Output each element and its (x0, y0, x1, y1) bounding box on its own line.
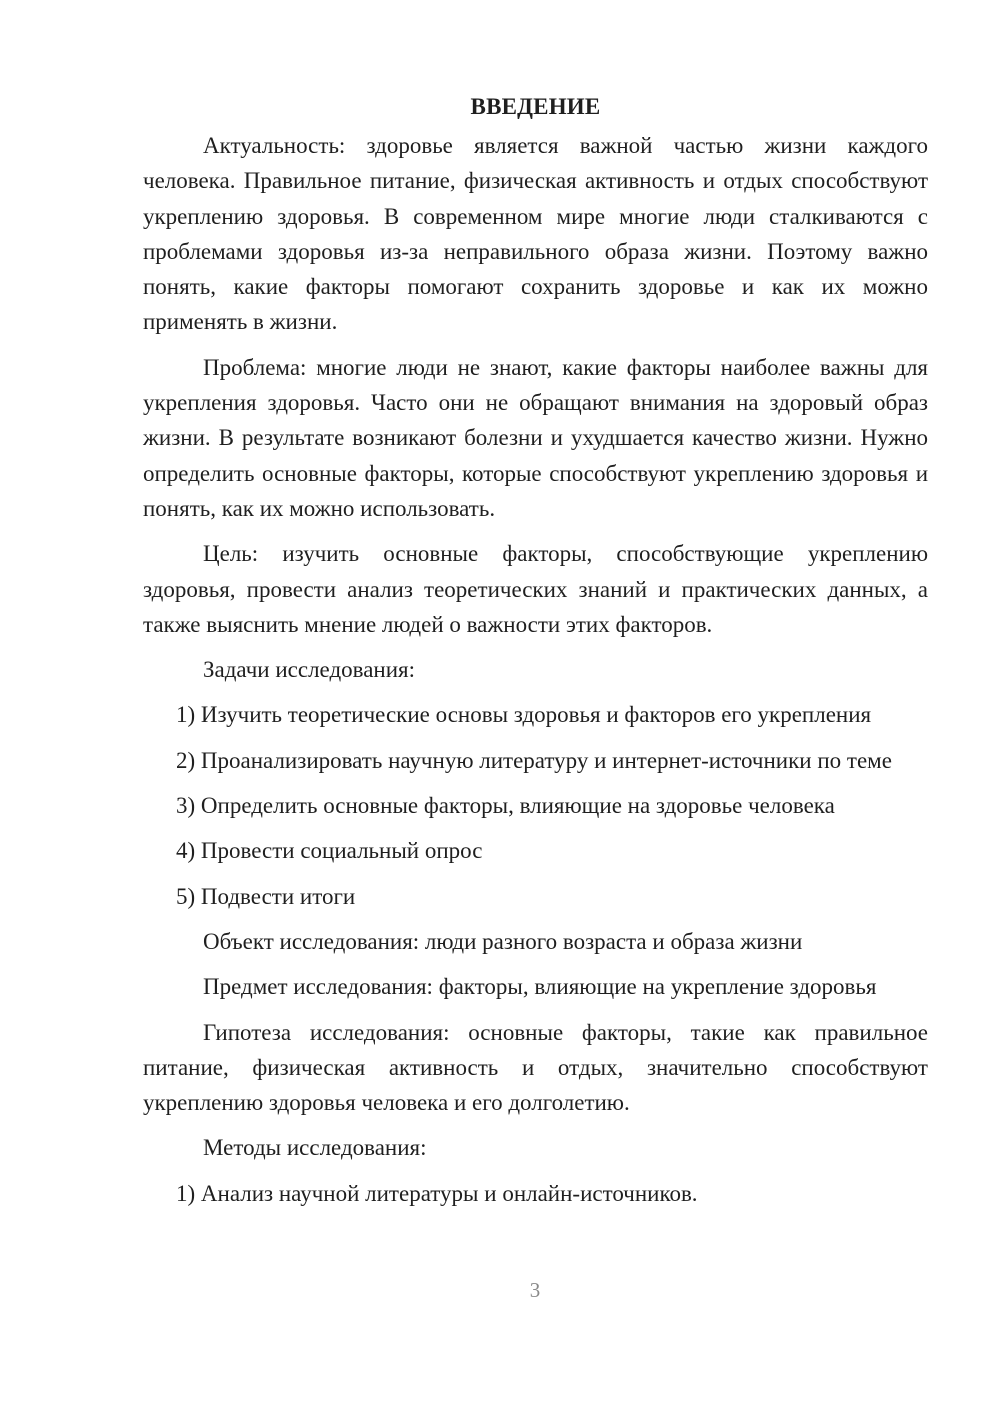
paragraph-goal: Цель: изучить основные факторы, способствующие укреплению здоровья, провести анализ теоретических знаний и практических данных, а также выяснить мнение людей о важности этих факторов. (143, 541, 928, 637)
task-item-5: 5) Подвести итоги (176, 883, 356, 909)
paragraph-problem: Проблема: многие люди не знают, какие факторы наиболее важны для укрепления здоровья. Часто они не обращают внимания на здоровый образ жизни. В результате возникают болезни и ухудшается качество жизни. Нужно определить основные факторы, которые способствуют укреплению здоровья и понять, как их можно использовать. (143, 354, 928, 521)
task-item-3: 3) Определить основные факторы, влияющие на здоровье человека (176, 793, 835, 819)
paragraph-object: Объект исследования: люди разного возраста и образа жизни (203, 928, 803, 954)
page-number: 3 (529, 1278, 541, 1302)
tasks-heading: Задачи исследования: (203, 657, 416, 683)
page-title: ВВЕДЕНИЕ (470, 94, 601, 119)
methods-heading: Методы исследования: (203, 1135, 427, 1161)
paragraph-relevance: Актуальность: здоровье является важной частью жизни каждого человека. Правильное питание, физическая активность и отдых способствуют укреплению здоровья. В современном мире многие люди сталкиваются с проблемами здоровья из-за неправильного образа жизни. Поэтому важно понять, какие факторы помогают сохранить здоровье и как их можно применять в жизни. (143, 133, 928, 335)
task-item-4: 4) Провести социальный опрос (176, 838, 483, 864)
task-item-1: 1) Изучить теоретические основы здоровья и факторов его укрепления (176, 702, 872, 728)
paragraph-hypothesis: Гипотеза исследования: основные факторы, такие как правильное питание, физическая активность и отдых, значительно способствуют укреплению здоровья человека и его долголетию. (143, 1019, 928, 1116)
method-item-1: 1) Анализ научной литературы и онлайн-источников. (176, 1180, 698, 1206)
task-item-2: 2) Проанализировать научную литературу и интернет-источники по теме (176, 747, 892, 773)
paragraph-subject: Предмет исследования: факторы, влияющие на укрепление здоровья (203, 974, 877, 1000)
document-page (143, 90, 928, 1211)
